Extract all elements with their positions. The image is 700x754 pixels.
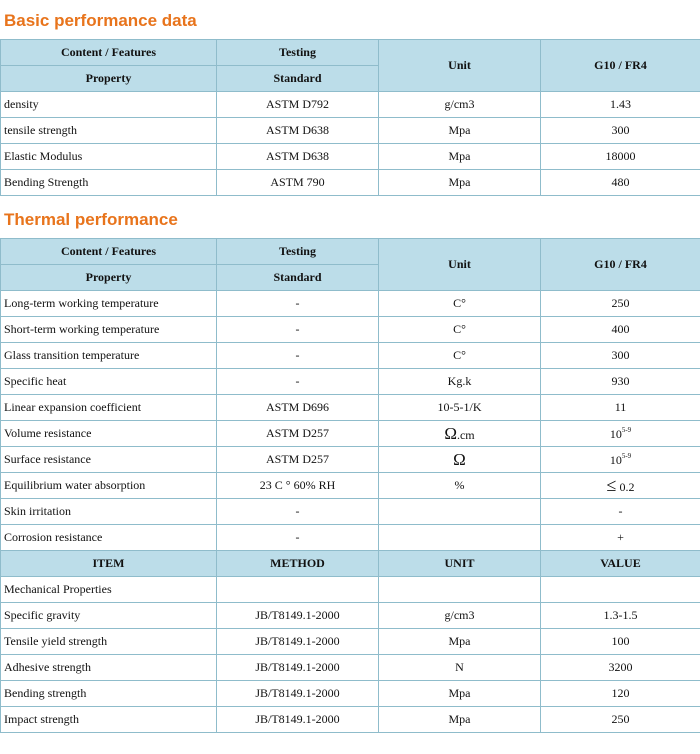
property-cell: density xyxy=(1,92,217,118)
value-cell: 11 xyxy=(541,395,700,421)
unit-cell: Mpa xyxy=(379,144,541,170)
property-cell: Volume resistance xyxy=(1,421,217,447)
value-cell: 3200 xyxy=(541,655,700,681)
property-cell: Elastic Modulus xyxy=(1,144,217,170)
table-row xyxy=(1,144,700,170)
property-cell: Bending Strength xyxy=(1,170,217,196)
unit-cell xyxy=(379,447,541,473)
table-row xyxy=(1,317,700,343)
unit-cell: g/cm3 xyxy=(379,92,541,118)
unit-cell: Mpa xyxy=(379,170,541,196)
table-row xyxy=(1,421,700,447)
table-row xyxy=(1,170,700,196)
table-row xyxy=(1,92,700,118)
table-row xyxy=(1,707,700,733)
value-cell: + xyxy=(541,525,700,551)
value-exponent: 5-9 xyxy=(621,425,632,434)
table-row xyxy=(1,118,700,144)
item-cell: Specific gravity xyxy=(1,603,217,629)
basic-performance-table xyxy=(0,39,700,196)
standard-cell: ASTM D257 xyxy=(217,447,379,473)
value-cell xyxy=(541,421,700,447)
table-row xyxy=(1,395,700,421)
standard-cell: ASTM D257 xyxy=(217,421,379,447)
table-header-row xyxy=(1,40,700,66)
property-cell: Surface resistance xyxy=(1,447,217,473)
header-unit: Unit xyxy=(379,40,541,92)
table-row xyxy=(1,525,700,551)
unit-suffix: .cm xyxy=(456,427,475,442)
basic-performance-title: Basic performance data xyxy=(4,11,197,30)
unit-cell: 10-5-1/K xyxy=(379,395,541,421)
value-exponent: 5-9 xyxy=(621,451,632,460)
empty-cell xyxy=(541,577,700,603)
header-item: ITEM xyxy=(1,551,217,577)
value-number: 0.2 xyxy=(619,480,635,494)
header-property: Property xyxy=(1,265,217,291)
value-cell: 18000 xyxy=(541,144,700,170)
item-cell: Tensile yield strength xyxy=(1,629,217,655)
header-testing: Testing xyxy=(217,40,379,66)
unit-cell: Mpa xyxy=(379,707,541,733)
value-cell xyxy=(541,447,700,473)
standard-cell: 23 C ° 60% RH xyxy=(217,473,379,499)
value-base: 10 xyxy=(609,452,622,467)
standard-cell: - xyxy=(217,499,379,525)
thermal-performance-table xyxy=(0,238,700,733)
standard-cell: ASTM D696 xyxy=(217,395,379,421)
method-cell: JB/T8149.1-2000 xyxy=(217,603,379,629)
group-label: Mechanical Properties xyxy=(1,577,217,603)
standard-cell: - xyxy=(217,343,379,369)
item-cell: Bending strength xyxy=(1,681,217,707)
header-material: G10 / FR4 xyxy=(541,239,700,291)
unit-cell xyxy=(379,499,541,525)
standard-cell: - xyxy=(217,369,379,395)
unit-cell: N xyxy=(379,655,541,681)
unit-cell: C° xyxy=(379,317,541,343)
header-unit: Unit xyxy=(379,239,541,291)
property-cell: tensile strength xyxy=(1,118,217,144)
table-header-row xyxy=(1,551,700,577)
table-row xyxy=(1,291,700,317)
unit-cell: C° xyxy=(379,343,541,369)
unit-cell: Mpa xyxy=(379,681,541,707)
header-content-features: Content / Features xyxy=(1,40,217,66)
table-row xyxy=(1,681,700,707)
value-cell: 1.43 xyxy=(541,92,700,118)
method-cell: JB/T8149.1-2000 xyxy=(217,707,379,733)
ohm-symbol: Ω xyxy=(453,449,466,469)
table-row xyxy=(1,655,700,681)
value-cell: 250 xyxy=(541,291,700,317)
table-row xyxy=(1,603,700,629)
unit-cell xyxy=(379,525,541,551)
table-row xyxy=(1,629,700,655)
item-cell: Impact strength xyxy=(1,707,217,733)
property-cell: Specific heat xyxy=(1,369,217,395)
table-row xyxy=(1,473,700,499)
method-cell: JB/T8149.1-2000 xyxy=(217,629,379,655)
value-cell: 100 xyxy=(541,629,700,655)
value-cell: 120 xyxy=(541,681,700,707)
value-cell: 300 xyxy=(541,118,700,144)
header-unit-caps: UNIT xyxy=(379,551,541,577)
method-cell: JB/T8149.1-2000 xyxy=(217,655,379,681)
property-cell: Short-term working temperature xyxy=(1,317,217,343)
standard-cell: ASTM 790 xyxy=(217,170,379,196)
thermal-performance-title: Thermal performance xyxy=(4,210,178,229)
table-row xyxy=(1,369,700,395)
value-cell: 300 xyxy=(541,343,700,369)
unit-cell xyxy=(379,421,541,447)
unit-cell: g/cm3 xyxy=(379,603,541,629)
ohm-symbol: Ω xyxy=(444,423,457,443)
value-cell: 930 xyxy=(541,369,700,395)
unit-cell: % xyxy=(379,473,541,499)
unit-cell: C° xyxy=(379,291,541,317)
table-header-row xyxy=(1,239,700,265)
standard-cell: - xyxy=(217,525,379,551)
empty-cell xyxy=(379,577,541,603)
header-material: G10 / FR4 xyxy=(541,40,700,92)
header-value: VALUE xyxy=(541,551,700,577)
method-cell: JB/T8149.1-2000 xyxy=(217,681,379,707)
header-property: Property xyxy=(1,66,217,92)
value-cell: 1.3-1.5 xyxy=(541,603,700,629)
item-cell: Adhesive strength xyxy=(1,655,217,681)
value-cell: 250 xyxy=(541,707,700,733)
less-equal-symbol: ≤ xyxy=(606,475,617,495)
table-row xyxy=(1,577,700,603)
property-cell: Equilibrium water absorption xyxy=(1,473,217,499)
header-standard: Standard xyxy=(217,265,379,291)
value-cell: - xyxy=(541,499,700,525)
value-base: 10 xyxy=(609,426,622,441)
empty-cell xyxy=(217,577,379,603)
header-standard: Standard xyxy=(217,66,379,92)
header-method: METHOD xyxy=(217,551,379,577)
unit-cell: Mpa xyxy=(379,629,541,655)
table-row xyxy=(1,447,700,473)
standard-cell: - xyxy=(217,291,379,317)
property-cell: Skin irritation xyxy=(1,499,217,525)
value-cell: 480 xyxy=(541,170,700,196)
value-cell: 400 xyxy=(541,317,700,343)
unit-cell: Mpa xyxy=(379,118,541,144)
standard-cell: ASTM D792 xyxy=(217,92,379,118)
property-cell: Linear expansion coefficient xyxy=(1,395,217,421)
table-row xyxy=(1,343,700,369)
table-row xyxy=(1,499,700,525)
standard-cell: ASTM D638 xyxy=(217,144,379,170)
header-testing: Testing xyxy=(217,239,379,265)
unit-cell: Kg.k xyxy=(379,369,541,395)
property-cell: Corrosion resistance xyxy=(1,525,217,551)
property-cell: Glass transition temperature xyxy=(1,343,217,369)
value-cell xyxy=(541,473,700,499)
header-content-features: Content / Features xyxy=(1,239,217,265)
standard-cell: ASTM D638 xyxy=(217,118,379,144)
standard-cell: - xyxy=(217,317,379,343)
property-cell: Long-term working temperature xyxy=(1,291,217,317)
